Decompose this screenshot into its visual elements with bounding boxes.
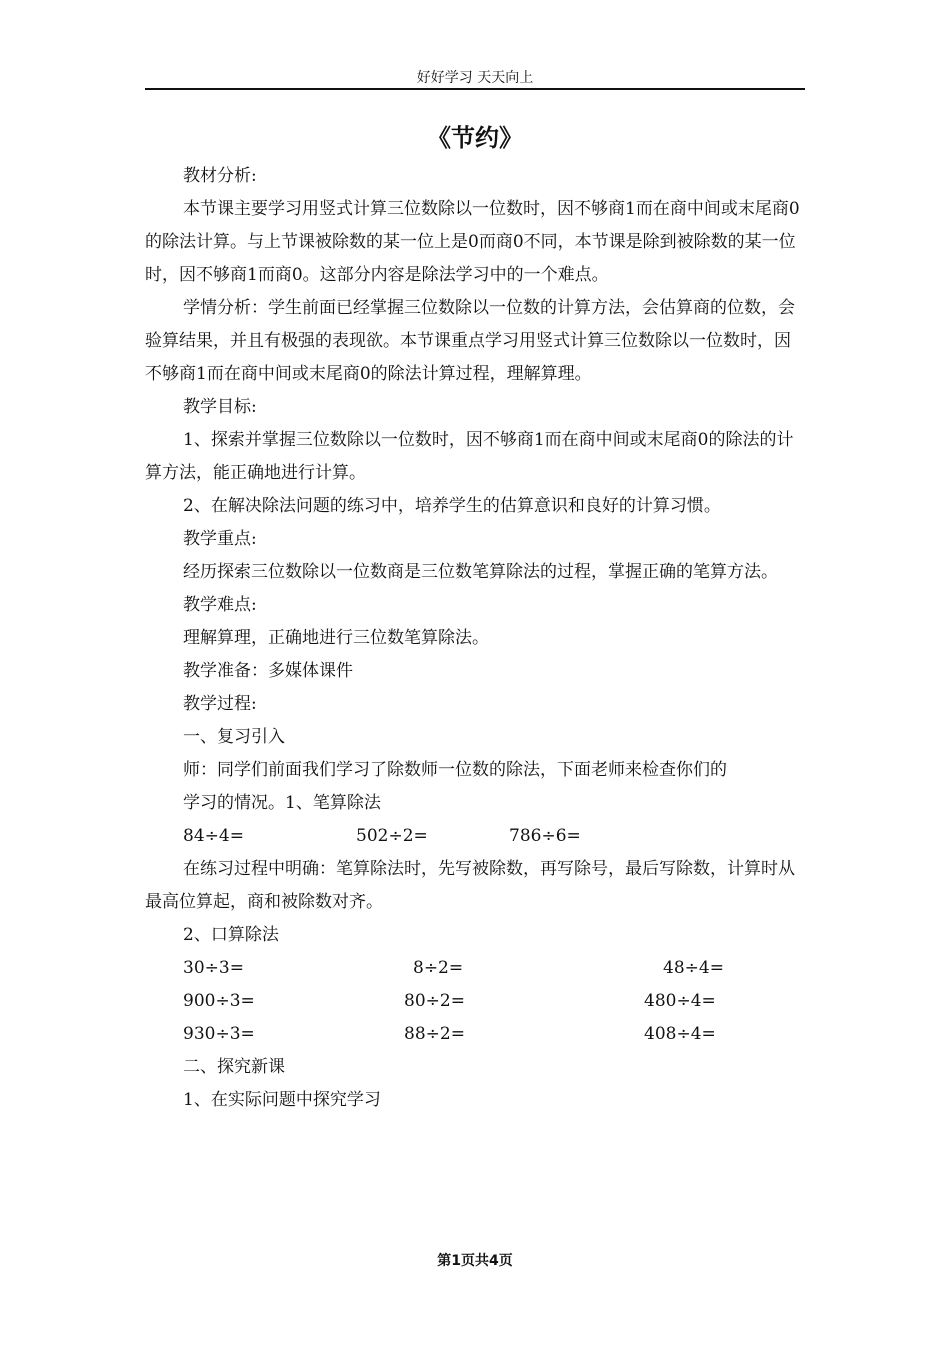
analysis-heading: 教材分析: (183, 166, 257, 186)
problem: 408÷4= (644, 1024, 716, 1044)
problem: 786÷6= (509, 826, 581, 846)
teacher-line-2: 学习的情况。1、笔算除法 (183, 793, 381, 813)
problem: 8÷2= (413, 958, 464, 978)
analysis-body: 本节课主要学习用竖式计算三位数除以一位数时，因不够商1而在商中间或末尾商0的除法计算。与上节课被除数的某一位上是0而商0不同，本节课是除到被除数的某一位时，因不够商1而商0。这部分内容是除法学习中的一个难点。 (145, 199, 800, 285)
written-problems-row (145, 820, 807, 853)
key-body: 经历探索三位数除以一位数商是三位数笔算除法的过程，掌握正确的笔算方法。 (183, 562, 778, 582)
goal-2: 2、在解决除法问题的练习中，培养学生的估算意识和良好的计算习惯。 (183, 496, 721, 516)
teacher-line-1: 师：同学们前面我们学习了除数师一位数的除法，下面老师来检查你们的 (183, 760, 727, 780)
problem: 900÷3= (183, 991, 255, 1011)
difficulty-heading: 教学难点: (183, 595, 257, 615)
problem: 930÷3= (183, 1024, 255, 1044)
part-2-heading: 二、探究新课 (183, 1057, 285, 1077)
oral-row (145, 985, 807, 1018)
document-title: 《节约》 (427, 124, 523, 152)
problem: 84÷4= (183, 826, 244, 846)
oral-row (145, 1018, 807, 1051)
difficulty-body: 理解算理，正确地进行三位数笔算除法。 (183, 628, 489, 648)
key-heading: 教学重点: (183, 529, 257, 549)
oral-heading: 2、口算除法 (183, 925, 279, 945)
process-heading: 教学过程: (183, 694, 257, 714)
oral-row (145, 952, 807, 985)
problem: 480÷4= (644, 991, 716, 1011)
clarify-paragraph: 在练习过程中明确：笔算除法时，先写被除数，再写除号，最后写除数，计算时从最高位算起，商和被除数对齐。 (145, 859, 795, 912)
goals-heading: 教学目标: (183, 397, 257, 417)
student-analysis: 学情分析：学生前面已经掌握三位数除以一位数的计算方法，会估算商的位数，会验算结果，并且有极强的表现欲。本节课重点学习用竖式计算三位数除以一位数时，因不够商1而在商中间或末尾商0的除法计算过程，理解算理。 (145, 298, 795, 384)
goal-1: 1、探索并掌握三位数除以一位数时，因不够商1而在商中间或末尾商0的除法的计算方法，能正确地进行计算。 (145, 430, 794, 483)
part-2-sub-1: 1、在实际问题中探究学习 (183, 1090, 381, 1110)
page-header: 好好学习 天天向上 (416, 70, 534, 86)
problem: 502÷2= (356, 826, 428, 846)
problem: 48÷4= (663, 958, 724, 978)
problem: 30÷3= (183, 958, 244, 978)
problem: 80÷2= (404, 991, 465, 1011)
part-1-heading: 一、复习引入 (183, 727, 285, 747)
document-body (145, 160, 807, 1117)
preparation: 教学准备：多媒体课件 (183, 661, 353, 681)
header-rule (145, 88, 805, 90)
problem: 88÷2= (404, 1024, 465, 1044)
page-footer: 第1页共4页 (437, 1253, 513, 1269)
